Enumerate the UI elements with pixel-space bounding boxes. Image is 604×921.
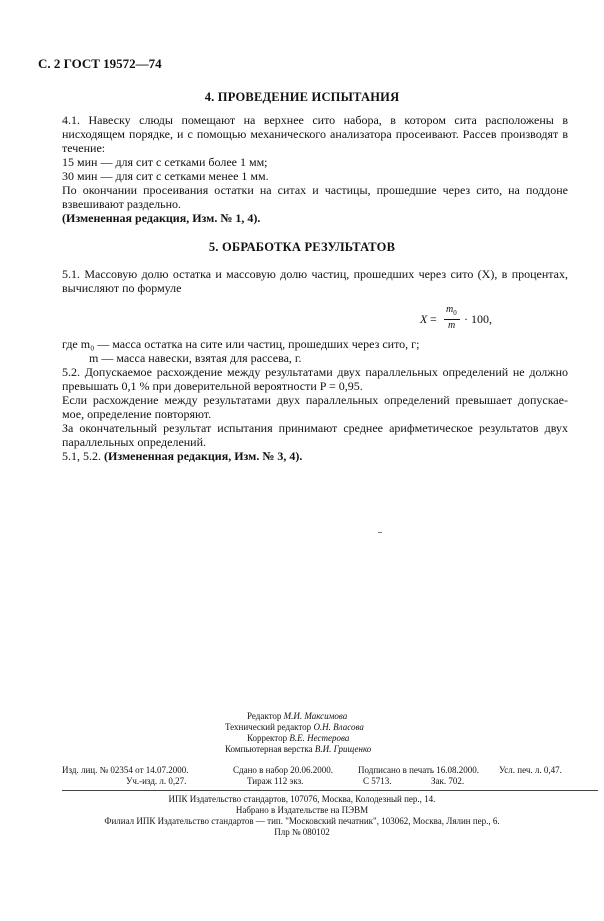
paragraph-5-3-cont: мое, определение повторяют. — [62, 407, 212, 421]
section-5-title: 5. ОБРАБОТКА РЕЗУЛЬТАТОВ — [208, 240, 396, 254]
imprint-order: Зак. 702. — [431, 776, 465, 786]
page-header: С. 2 ГОСТ 19572—74 — [38, 56, 162, 71]
paragraph-5-1: 5.1. Массовую долю остатка и массовую долю частиц, прошедших через сито (X), в процентах, — [62, 267, 568, 281]
formula-numerator: $m_0$ — [446, 304, 457, 317]
publisher-line: Филиал ИПК Издательство стандартов — тип. "Московский печатник", 103062, Москва, Лялин пер., 6. — [104, 816, 500, 826]
paragraph-4-1-end: течение: — [62, 141, 106, 155]
where-definition: m — масса навески, взятая для рассева, г. — [89, 351, 302, 365]
paragraph-5-2-cont: превышать 0,1 % при доверительной вероятности P = 0,95. — [62, 379, 363, 393]
list-item: 15 мин — для сит с сетками более 1 мм; — [62, 155, 268, 169]
credit-layout: Компьютерная верстка В.И. Грищенко — [225, 744, 372, 754]
imprint-c-number: С 5713. — [363, 776, 392, 786]
formula-equals: = — [430, 312, 437, 326]
publisher-line: Плр № 080102 — [274, 827, 330, 837]
credit-tech-editor: Технический редактор О.Н. Власова — [225, 722, 364, 732]
paragraph-4-1-cont: нисходящем порядке, и с помощью механического анализатора просеивают. Рассев производят в — [62, 127, 568, 141]
formula-lhs: X — [420, 312, 428, 326]
imprint-sent: Сдано в набор 20.06.2000. — [233, 765, 334, 775]
imprint-signed: Подписано в печать 16.08.2000. — [358, 765, 480, 775]
formula-denominator: m — [448, 320, 456, 331]
paragraph-4-2: По окончании просеивания остатки на ситах и частицы, прошедшие через сито, на поддоне — [62, 183, 568, 197]
paragraph-5-4-cont: параллельных определений. — [62, 435, 207, 449]
publisher-line: Набрано в Издательстве на ПЭВМ — [235, 805, 369, 815]
imprint-edsheets: Уч.-изд. л. 0,27. — [126, 776, 187, 786]
imprint-copies: Тираж 112 экз. — [247, 776, 304, 786]
amendment-note: (Измененная редакция, Изм. № 1, 4). — [62, 211, 261, 225]
where-definition: где m₀ — масса остатка на сите или частиц, прошедших через сито, г; — [62, 337, 420, 351]
formula-rest: · 100, — [464, 312, 492, 326]
paragraph-4-1: 4.1. Навеску слюды помещают на верхнее сито набора, в котором сита расположены в — [62, 113, 568, 127]
divider — [62, 790, 598, 791]
list-item: 30 мин — для сит с сетками менее 1 мм. — [62, 169, 269, 183]
imprint-sheets: Усл. печ. л. 0,47. — [499, 765, 562, 775]
stray-mark — [378, 532, 382, 533]
paragraph-4-2-cont: взвешивают раздельно. — [62, 197, 182, 211]
amendment-note: 5.1, 5.2. (Измененная редакция, Изм. № 3, 4). — [62, 449, 303, 463]
publisher-line: ИПК Издательство стандартов, 107076, Москва, Колодезный пер., 14. — [168, 794, 436, 804]
formula — [420, 302, 600, 336]
paragraph-5-2: 5.2. Допускаемое расхождение между результатами двух параллельных определений не должно — [62, 365, 568, 379]
imprint-license: Изд. лиц. № 02354 от 14.07.2000. — [62, 765, 189, 775]
paragraph-5-3: Если расхождение между результатами двух параллельных определений превышает допускае- — [62, 393, 568, 407]
section-4-title: 4. ПРОВЕДЕНИЕ ИСПЫТАНИЯ — [204, 90, 400, 104]
credit-corrector: Корректор В.Е. Нестерова — [247, 733, 350, 743]
paragraph-5-4: За окончательный результат испытания принимают среднее арифметическое результатов двух — [62, 421, 568, 435]
credit-editor: Редактор М.И. Максимова — [247, 711, 348, 721]
paragraph-5-1-cont: вычисляют по формуле — [62, 281, 182, 295]
